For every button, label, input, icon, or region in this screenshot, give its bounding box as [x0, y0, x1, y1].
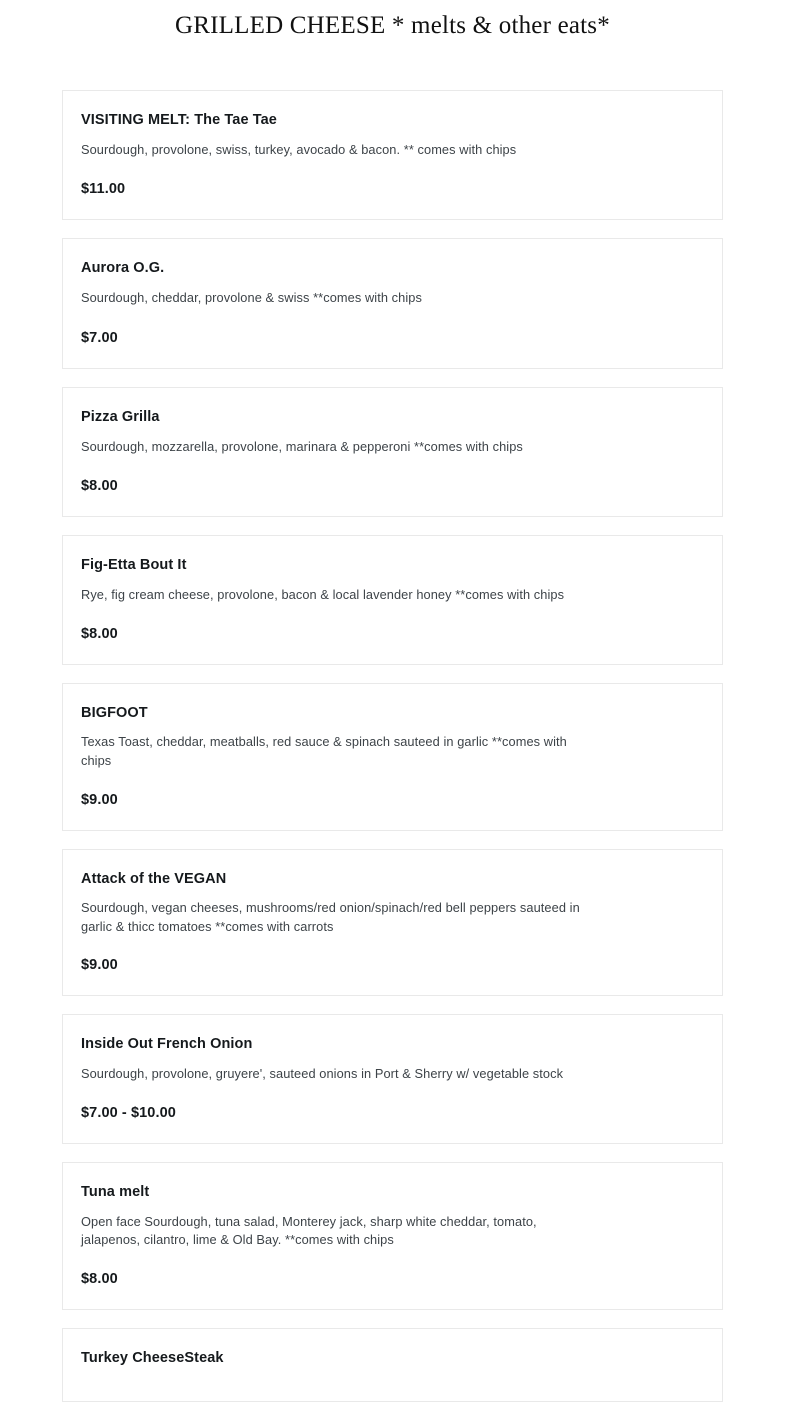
menu-item-price: $8.00	[81, 478, 118, 495]
menu-item	[62, 683, 723, 831]
menu-item-description: Texas Toast, cheddar, meatballs, red sauce & spinach sauteed in garlic **comes with chips	[81, 734, 567, 768]
menu-item-name: BIGFOOT	[81, 704, 148, 721]
menu-item-name: Fig-Etta Bout It	[81, 557, 187, 574]
menu-item-description: Rye, fig cream cheese, provolone, bacon & local lavender honey **comes with chips	[81, 587, 565, 603]
menu-item-description: Sourdough, provolone, gruyere', sauteed onions in Port & Sherry w/ vegetable stock	[81, 1066, 564, 1082]
menu-item-list	[0, 90, 785, 1402]
menu-item	[62, 849, 723, 997]
menu-item-price: $9.00	[81, 957, 118, 974]
menu-item-name: Inside Out French Onion	[81, 1036, 253, 1053]
menu-item-description: Sourdough, cheddar, provolone & swiss **comes with chips	[81, 290, 422, 306]
menu-item	[62, 90, 723, 220]
menu-item-price: $8.00	[81, 1270, 118, 1287]
menu-item-name: Aurora O.G.	[81, 260, 165, 277]
page-title: GRILLED CHEESE * melts & other eats*	[175, 12, 610, 39]
menu-item	[62, 1162, 723, 1310]
menu-item-description: Sourdough, mozzarella, provolone, marinara & pepperoni **comes with chips	[81, 438, 523, 454]
menu-item-description: Open face Sourdough, tuna salad, Monterey jack, sharp white cheddar, tomato, jalapenos, cilantro, lime & Old Bay. **comes with chips	[81, 1213, 537, 1248]
menu-item-description: Sourdough, provolone, swiss, turkey, avocado & bacon. ** comes with chips	[81, 141, 517, 157]
menu-item-price: $11.00	[81, 181, 126, 198]
menu-item-name: Attack of the VEGAN	[81, 870, 227, 887]
menu-item	[62, 535, 723, 664]
menu-item-price: $9.00	[81, 791, 118, 808]
menu-item	[62, 238, 723, 368]
menu-item-price: $7.00	[81, 329, 118, 346]
menu-item-name: Tuna melt	[81, 1183, 150, 1200]
menu-item	[62, 1014, 723, 1143]
menu-item-description: Sourdough, vegan cheeses, mushrooms/red onion/spinach/red bell peppers sauteed in garlic & thicc tomatoes **comes with carrots	[81, 900, 580, 934]
menu-item-price: $7.00 - $10.00	[81, 1104, 176, 1121]
menu-item-price: $8.00	[81, 625, 118, 642]
menu-item	[62, 387, 723, 517]
menu-item-name: Turkey CheeseSteak	[81, 1349, 224, 1366]
menu-item-name: Pizza Grilla	[81, 408, 160, 425]
menu-item-name: VISITING MELT: The Tae Tae	[81, 112, 277, 128]
menu-item	[62, 1328, 723, 1402]
